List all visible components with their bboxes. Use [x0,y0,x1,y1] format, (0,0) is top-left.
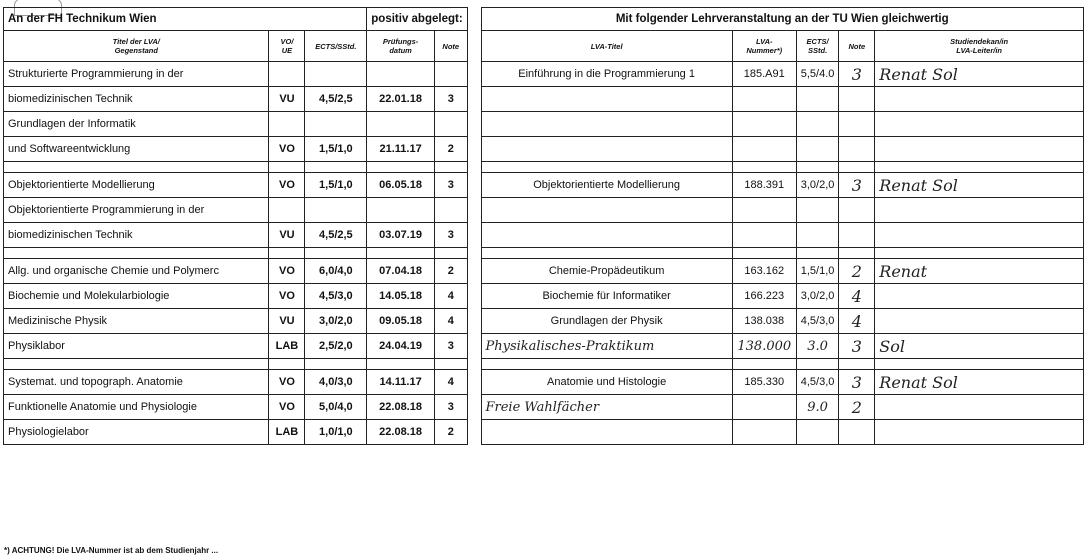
cell-ects [305,198,367,223]
cell-ects2: 3.0 [796,334,839,359]
cell-note2: 3 [839,370,875,395]
cell-ects: 4,5/2,5 [305,87,367,112]
cell-ects2: 4,5/3,0 [796,370,839,395]
cell-datum [367,198,435,223]
cell-lva-titel: Grundlagen der Physik [481,309,732,334]
cell-note2 [839,87,875,112]
cell-note [434,198,467,223]
cell-titel: Medizinische Physik [4,309,269,334]
cell-lva-titel: Freie Wahlfächer [481,395,732,420]
table-row [4,334,1084,359]
cell-ects2 [796,112,839,137]
cell-signature [875,284,1084,309]
table-row [4,112,1084,137]
separator-row [4,162,1084,173]
separator-row [4,248,1084,259]
left-status: positiv abgelegt: [367,8,467,31]
cell-vo-ue: LAB [269,334,305,359]
cell-note: 2 [434,259,467,284]
cell-note2: 4 [839,284,875,309]
cell-lva-titel: Einführung in die Programmierung 1 [481,62,732,87]
cell-lva-nr [732,198,796,223]
cell-titel: Grundlagen der Informatik [4,112,269,137]
cell-signature [875,223,1084,248]
cell-ects2: 9.0 [796,395,839,420]
cell-datum: 21.11.17 [367,137,435,162]
cell-datum: 22.08.18 [367,395,435,420]
cell-datum [367,62,435,87]
cell-lva-nr: 163.162 [732,259,796,284]
cell-note: 2 [434,137,467,162]
cell-datum: 24.04.19 [367,334,435,359]
cell-datum: 22.01.18 [367,87,435,112]
cell-datum: 22.08.18 [367,420,435,445]
cell-ects2 [796,137,839,162]
cell-note2 [839,420,875,445]
footnote: *) ACHTUNG! Die LVA-Nummer ist ab dem Studienjahr ... [4,546,219,555]
cell-titel: biomedizinischen Technik [4,223,269,248]
table-row [4,173,1084,198]
cell-datum: 14.11.17 [367,370,435,395]
cell-ects2: 4,5/3,0 [796,309,839,334]
cell-vo-ue [269,198,305,223]
equivalence-table [3,7,1084,445]
table-row [4,87,1084,112]
cell-signature [875,395,1084,420]
table-row [4,223,1084,248]
cell-ects2: 1,5/1,0 [796,259,839,284]
cell-note: 3 [434,173,467,198]
table-row [4,62,1084,87]
cell-note: 3 [434,334,467,359]
cell-signature: Sol [875,334,1084,359]
cell-note2 [839,137,875,162]
cell-lva-titel [481,223,732,248]
cell-signature [875,309,1084,334]
cell-ects [305,62,367,87]
cell-titel: Allg. und organische Chemie und Polymerc [4,259,269,284]
cell-titel: Physiologielabor [4,420,269,445]
cell-titel: Funktionelle Anatomie und Physiologie [4,395,269,420]
cell-vo-ue [269,62,305,87]
cell-note: 2 [434,420,467,445]
cell-titel: Objektorientierte Modellierung [4,173,269,198]
cell-note2 [839,112,875,137]
cell-note2: 2 [839,259,875,284]
cell-note: 4 [434,309,467,334]
cell-lva-nr: 185.A91 [732,62,796,87]
cell-lva-nr: 138.000 [732,334,796,359]
cell-lva-nr [732,395,796,420]
cell-ects: 6,0/4,0 [305,259,367,284]
cell-lva-nr [732,87,796,112]
cell-lva-titel [481,87,732,112]
cell-signature: Renat Sol [875,62,1084,87]
separator-row [4,359,1084,370]
cell-ects: 5,0/4,0 [305,395,367,420]
cell-lva-nr: 138.038 [732,309,796,334]
cell-vo-ue: VU [269,309,305,334]
col-ects: ECTS/SStd. [305,31,367,62]
cell-ects: 3,0/2,0 [305,309,367,334]
cell-lva-titel [481,420,732,445]
cell-titel: Biochemie und Molekularbiologie [4,284,269,309]
cell-signature: Renat Sol [875,370,1084,395]
cell-note: 3 [434,223,467,248]
cell-vo-ue: LAB [269,420,305,445]
cell-lva-titel: Chemie-Propädeutikum [481,259,732,284]
cell-lva-nr [732,137,796,162]
table-row [4,420,1084,445]
cell-note: 3 [434,87,467,112]
cell-vo-ue: VO [269,284,305,309]
cell-lva-titel: Biochemie für Informatiker [481,284,732,309]
cell-vo-ue [269,112,305,137]
cell-note2: 3 [839,334,875,359]
cell-note2: 3 [839,62,875,87]
cell-lva-nr [732,112,796,137]
table-row [4,198,1084,223]
cell-lva-titel [481,137,732,162]
cell-ects2 [796,223,839,248]
cell-signature [875,87,1084,112]
cell-datum: 06.05.18 [367,173,435,198]
cell-ects: 4,0/3,0 [305,370,367,395]
cell-lva-titel [481,198,732,223]
cell-titel: Objektorientierte Programmierung in der [4,198,269,223]
cell-note2: 3 [839,173,875,198]
cell-signature: Renat [875,259,1084,284]
table-row [4,259,1084,284]
cell-lva-nr: 166.223 [732,284,796,309]
cell-titel: und Softwareentwicklung [4,137,269,162]
col-ects2: ECTS/ SStd. [796,31,839,62]
cell-note2 [839,198,875,223]
cell-titel: biomedizinischen Technik [4,87,269,112]
cell-ects: 1,0/1,0 [305,420,367,445]
cell-lva-titel: Objektorientierte Modellierung [481,173,732,198]
cell-note [434,112,467,137]
cell-lva-titel: Anatomie und Histologie [481,370,732,395]
cell-titel: Physiklabor [4,334,269,359]
cell-vo-ue: VO [269,173,305,198]
cell-ects2 [796,198,839,223]
cell-ects: 1,5/1,0 [305,137,367,162]
cell-lva-nr [732,223,796,248]
cell-datum: 09.05.18 [367,309,435,334]
cell-note: 4 [434,370,467,395]
cell-lva-titel [481,112,732,137]
cell-signature: Renat Sol [875,173,1084,198]
col-vo-ue: VO/ UE [269,31,305,62]
cell-lva-titel: Physikalisches-Praktikum [481,334,732,359]
cell-datum: 07.04.18 [367,259,435,284]
cell-ects2: 5,5/4.0 [796,62,839,87]
col-pruefung: Prüfungs- datum [367,31,435,62]
col-lva-nr: LVA- Nummer*) [732,31,796,62]
cell-note2: 4 [839,309,875,334]
cell-ects [305,112,367,137]
cell-note: 4 [434,284,467,309]
cell-ects2: 3,0/2,0 [796,284,839,309]
cell-note2 [839,223,875,248]
cell-vo-ue: VU [269,87,305,112]
cell-datum: 03.07.19 [367,223,435,248]
table-row [4,370,1084,395]
cell-signature [875,420,1084,445]
table-row [4,309,1084,334]
cell-ects2 [796,420,839,445]
table-row [4,284,1084,309]
cell-titel: Strukturierte Programmierung in der [4,62,269,87]
cell-lva-nr: 185.330 [732,370,796,395]
col-note2: Note [839,31,875,62]
table-row [4,395,1084,420]
cell-vo-ue: VU [269,223,305,248]
cell-vo-ue: VO [269,370,305,395]
cell-vo-ue: VO [269,259,305,284]
left-title: An der FH Technikum Wien [4,8,367,31]
cell-ects: 1,5/1,0 [305,173,367,198]
cell-note [434,62,467,87]
cell-signature [875,198,1084,223]
cell-signature [875,137,1084,162]
col-lva-titel: LVA-Titel [481,31,732,62]
cell-lva-nr [732,420,796,445]
cell-lva-nr: 188.391 [732,173,796,198]
col-note: Note [434,31,467,62]
cell-ects2: 3,0/2,0 [796,173,839,198]
cell-ects2 [796,87,839,112]
cell-titel: Systemat. und topograph. Anatomie [4,370,269,395]
cell-datum: 14.05.18 [367,284,435,309]
cell-note2: 2 [839,395,875,420]
cell-vo-ue: VO [269,395,305,420]
col-studiendekan: Studiendekan/in LVA-Leiter/in [875,31,1084,62]
col-titel: Titel der LVA/ Gegenstand [4,31,269,62]
cell-datum [367,112,435,137]
cell-ects: 4,5/3,0 [305,284,367,309]
cell-signature [875,112,1084,137]
right-title: Mit folgender Lehrveranstaltung an der TU Wien gleichwertig [481,8,1084,31]
cell-ects: 2,5/2,0 [305,334,367,359]
cell-ects: 4,5/2,5 [305,223,367,248]
cell-vo-ue: VO [269,137,305,162]
table-row [4,137,1084,162]
cell-note: 3 [434,395,467,420]
